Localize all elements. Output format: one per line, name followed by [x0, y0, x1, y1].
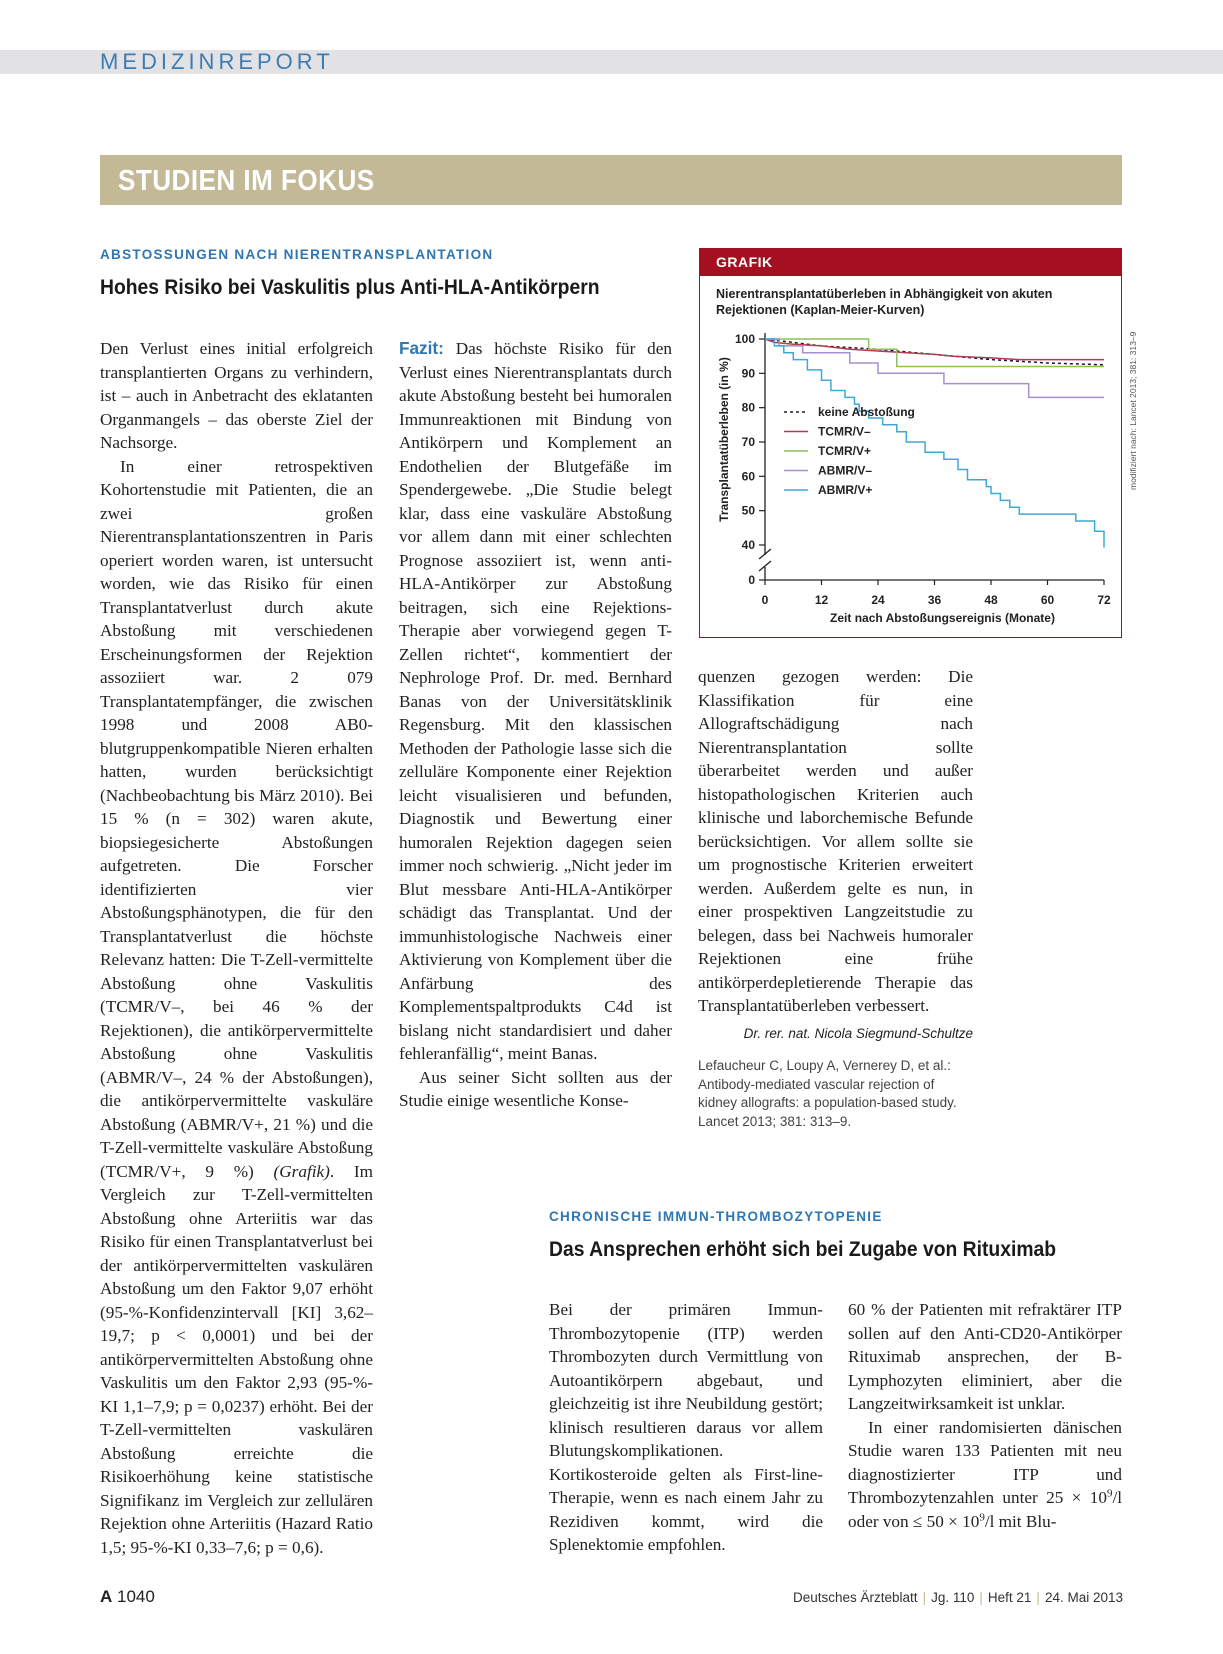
- x-tick-label: 12: [814, 593, 829, 607]
- figure-box: [699, 248, 1122, 638]
- series-line-3: [765, 339, 1104, 397]
- paragraph-text: /l mit Blu-: [984, 1511, 1057, 1531]
- article1-column-1: [100, 337, 373, 1559]
- journal-volume: Jg. 110: [931, 1590, 975, 1605]
- journal-issue: Heft 21: [987, 1590, 1032, 1605]
- article1-kicker: ABSTOSSUNGEN NACH NIERENTRANSPLANTATION: [100, 247, 494, 262]
- article2-column-1: [549, 1298, 823, 1557]
- journal-name: Deutsches Ärzteblatt: [793, 1590, 918, 1605]
- y-tick-label: 50: [741, 503, 755, 518]
- fazit-label: Fazit:: [399, 338, 444, 358]
- paragraph: Bei der primären Immun-Thrombozytopenie (ITP) werden Thrombozyten durch Vermittlung von Autoantikörpern abgebaut, und gleichzeitig ist ihre Neubildung gestört; klinisch resultieren daraus vor allem Blutungskomplikationen. Kortikosteroide gelten als First-line-Therapie, wenn es nach einem Jahr zu Rezidiven kommt, wird die Splenektomie empfohlen.: [549, 1300, 823, 1554]
- article2-column-2: [848, 1298, 1122, 1533]
- figure-title: Nierentransplantatüberleben in Abhängigkeit von akuten Rejektionen (Kaplan-Meier-Kurven): [716, 287, 1053, 317]
- legend-label: ABMR/V+: [818, 483, 873, 497]
- paragraph: Aus seiner Sicht sollten aus der Studie einige wesentliche Konse-: [399, 1067, 672, 1110]
- y-tick-label: 60: [741, 469, 755, 484]
- article2-kicker: CHRONISCHE IMMUN-THROMBOZYTOPENIE: [549, 1209, 883, 1224]
- x-tick-label: 60: [1040, 593, 1055, 607]
- paragraph-text: In einer randomisierten dänischen Studie waren 133 Patienten mit neu diagnostizierter ITP und Thrombozytenzahlen unter 25 × 10: [848, 1417, 1122, 1507]
- legend-label: keine Abstoßung: [818, 405, 915, 419]
- article1-headline: Hohes Risiko bei Vaskulitis plus Anti-HLA-Antikörpern: [100, 276, 600, 299]
- article1-column-3: [698, 665, 973, 1045]
- figure-reference: (Grafik): [273, 1161, 330, 1181]
- superscript: 9: [1106, 1487, 1113, 1500]
- reference: Lefaucheur C, Loupy A, Vernerey D, et al.: Antibody-mediated vascular rejection of kidney allografts: a population-based study. Lancet 2013; 381: 313–9.: [698, 1058, 957, 1129]
- author: Dr. rer. nat. Nicola Siegmund-Schultze: [743, 1025, 973, 1041]
- article2-headline: Das Ansprechen erhöht sich bei Zugabe von Rituximab: [549, 1238, 1057, 1261]
- paragraph: [100, 455, 373, 1560]
- section-banner: [100, 155, 1122, 205]
- paragraph-text: /l oder von ≤ 50 × 10: [848, 1488, 1122, 1531]
- legend-label: TCMR/V+: [818, 444, 872, 458]
- x-tick-label: 48: [984, 593, 998, 607]
- y-axis-label: Transplantatüberleben (in %): [717, 357, 731, 522]
- y-tick-label: 100: [734, 332, 755, 346]
- x-tick-label: 36: [927, 593, 942, 607]
- y-tick-label: 0: [748, 573, 755, 587]
- x-tick-label: 24: [871, 593, 885, 607]
- kaplan-meier-chart: [700, 249, 1120, 636]
- figure-label: GRAFIK: [700, 249, 1121, 276]
- superscript: 9: [979, 1510, 985, 1523]
- paragraph: quenzen gezogen werden: Die Klassifikation für eine Allograftschädigung nach Nierentransplantation sollte überarbeitet werden und außer histopathologischen Kriterien auch klinische und laborchemische Befunde berücksichtigen. Vor allem sollte sie um prognostische Kriterien erweitert werden. Außerdem gelte es nun, in einer prospektiven Langzeitstudie zu belegen, dass bei Nachweis humoraler Rejektionen eine frühe antikörperdepletierende Therapie das Transplantatüberleben verbessert.: [698, 667, 973, 1015]
- y-tick-label: 40: [741, 538, 755, 552]
- x-tick-label: 72: [1097, 593, 1111, 607]
- paragraph: [848, 1416, 1122, 1534]
- page-number-value: 1040: [117, 1587, 155, 1606]
- journal-info: Deutsches Ärzteblatt | Jg. 110 | Heft 21 | 24. Mai 2013: [793, 1590, 1123, 1605]
- x-tick-label: 0: [761, 593, 769, 607]
- article1-column-2: [399, 337, 672, 1113]
- paragraph: 60 % der Patienten mit refraktärer ITP sollen auf den Anti-CD20-Antikörper Rituximab ansprechen, der B-Lymphozyten eliminiert, aber die Langzeitwirksamkeit ist unklar.: [848, 1300, 1122, 1413]
- y-tick-label: 90: [741, 366, 755, 381]
- page-number: [100, 1587, 155, 1607]
- paragraph: [399, 337, 672, 1066]
- legend-label: TCMR/V–: [818, 424, 871, 439]
- paragraph-text: In einer retrospektiven Kohortenstudie mit Patienten, die an zwei großen Nierentransplantationszentren in Paris operiert worden waren, ist untersucht worden, wie das Risiko für einen Transplantatverlust durch akute Abstoßung mit verschiedenen Erscheinungsformen der Rejektion assoziiert war. 2 079 Transplantatempfänger, die zwischen 1998 und 2008 AB0-blutgruppenkompatible Nieren erhalten hatten, wurden berücksichtigt (Nachbeobachtung bis März 2010). Bei 15 % (n = 302) waren akute, biopsiegesicherte Abstoßungen aufgetreten. Die Forscher identifizierten vier Abstoßungsphänotypen, die für den Transplantatverlust die höchste Relevanz hatten: Die T-Zell-vermittelte Abstoßung ohne Vaskulitis (TCMR/V–, bei 46 % der Rejektionen), die antikörpervermittelte Abstoßung ohne Vaskulitis (ABMR/V–, 24 % der Abstoßungen), die antikörpervermittelte vaskuläre Abstoßung (ABMR/V+, 21 %) und die T-Zell-vermittelte vaskuläre Abstoßung (TCMR/V+, 9 %): [100, 456, 373, 1181]
- series-line-1: [765, 339, 1104, 360]
- series-line-4: [765, 339, 1104, 548]
- journal-date: 24. Mai 2013: [1044, 1590, 1123, 1605]
- paragraph: Den Verlust eines initial erfolgreich transplantierten Organs zu verhindern, ist – auch in Anbetracht des eklatanten Organmangels – das oberste Ziel der Nachsorge.: [100, 339, 373, 452]
- figure-credit: modifiziert nach: Lancet 2013; 381: 313–9: [1128, 331, 1138, 490]
- page-prefix: A: [100, 1587, 113, 1606]
- section-label: MEDIZINREPORT: [100, 49, 334, 74]
- x-axis-label: Zeit nach Abstoßungsereignis (Monate): [830, 611, 1055, 625]
- paragraph-text: Das höchste Risiko für den Verlust eines Nierentransplantats durch akute Abstoßung besteht bei humoralen Immunreaktionen mit Bindung von Antikörpern und Komplement an Endothelien der Blutgefäße im Spendergewebe. „Die Studie belegt klar, dass eine vaskuläre Abstoßung vor allem dann mit einer schlechten Prognose assoziiert ist, wenn anti-HLA-Antikörper zur Abstoßung beitragen, sich eine Rejektions-Therapie aber vorwiegend gegen T-Zellen richtet“, kommentiert der Nephrologe Prof. Dr. med. Bernhard Banas von der Universitätsklinik Regensburg. Mit den klassischen Methoden der Pathologie lasse sich die zelluläre Komponente einer Rejektion leicht visualisieren und befunden, Diagnostik und Bewertung einer humoralen Rejektion dagegen seien immer noch schwierig. „Nicht jeder im Blut messbare Anti-HLA-Antikörper schädigt das Transplantat. Und der immunhistologische Nachweis einer Aktivierung von Komplement über die Anfärbung des Komplementspaltprodukts C4d ist bislang nicht standardisiert und daher fehleranfällig“, meint Banas.: [399, 339, 672, 1063]
- paragraph-text: . Im Vergleich zur T-Zell-vermittelten Abstoßung ohne Arteriitis war das Risiko für einen Transplantatverlust bei der antikörpervermittelten vaskulären Abstoßung um den Faktor 9,07 erhöht (95-%-Konfidenzintervall [KI] 3,62–19,7; p < 0,0001) und bei der antikörpervermittelten Abstoßung ohne Vaskulitis um den Faktor 2,93 (95-%-KI 1,1–7,9; p = 0,0237) erhöht. Bei der T-Zell-vermittelten vaskulären Abstoßung erreichte die Risikoerhöhung keine statistische Signifikanz im Vergleich zur zellulären Rejektion ohne Arteriitis (Hazard Ratio 1,5; 95-%-KI 0,33–7,6; p = 0,6).: [100, 1161, 374, 1557]
- y-tick-label: 80: [741, 400, 755, 415]
- legend-label: ABMR/V–: [818, 463, 873, 478]
- banner-title: STUDIEN IM FOKUS: [118, 165, 375, 197]
- series-line-0: [765, 339, 1104, 365]
- y-tick-label: 70: [741, 435, 755, 449]
